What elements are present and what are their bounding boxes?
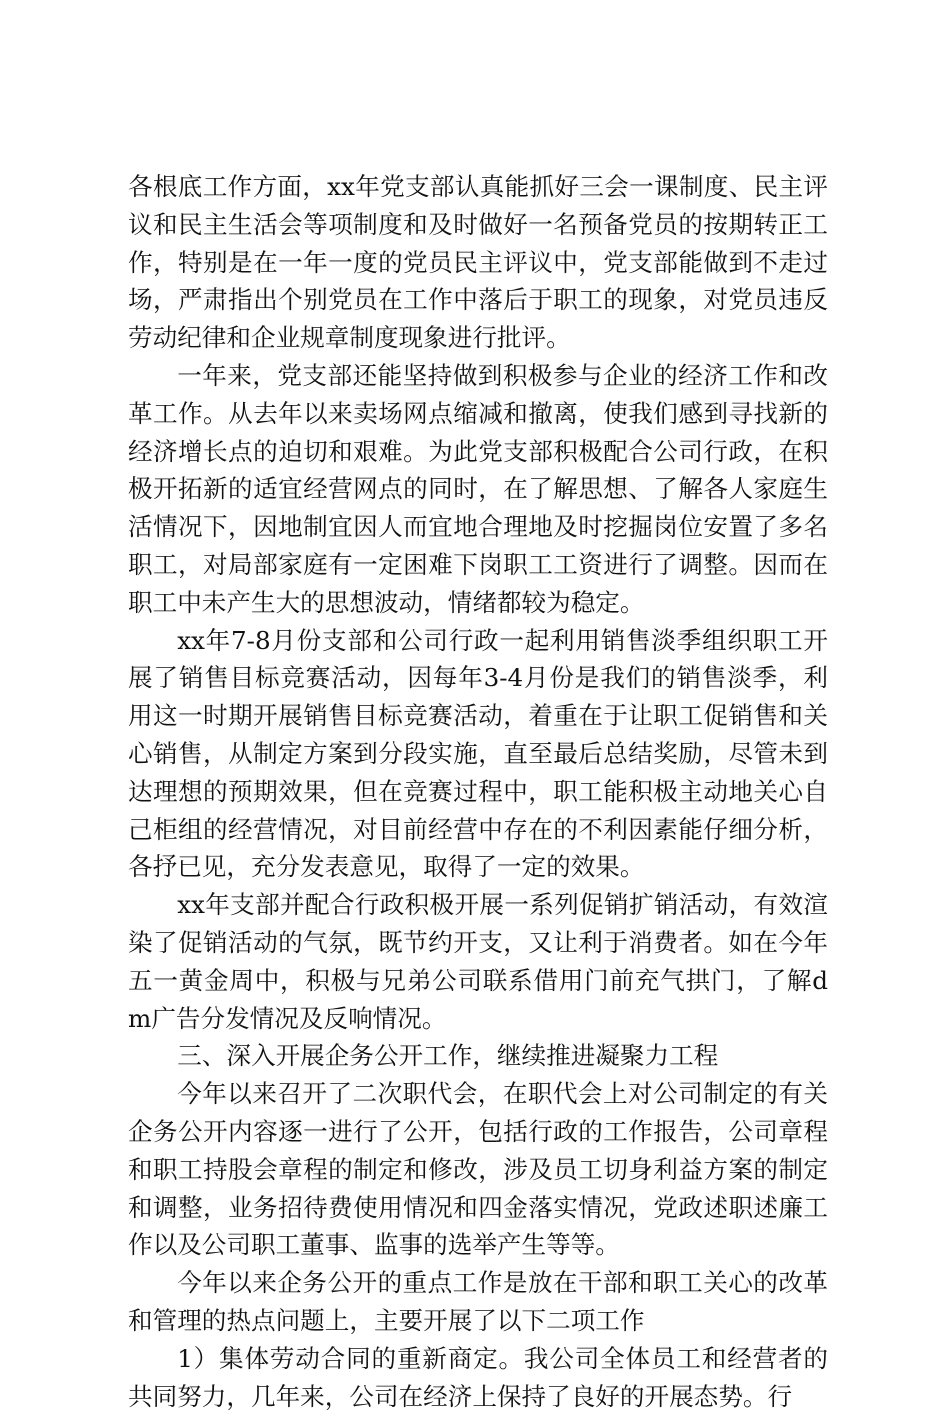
paragraph-promotion-activities: xx年支部并配合行政积极开展一系列促销扩销活动，有效渲染了促销活动的气氛，既节约开支，又让利于消费者。如在今年五一黄金周中，积极与兄弟公司联系借用门前充气拱门，了解dm广告分发情况及反响情况。: [128, 890, 828, 1033]
document-page: [128, 168, 828, 1415]
paragraph-economic-reform: 一年来，党支部还能坚持做到积极参与企业的经济工作和改革工作。从去年以来卖场网点缩减和撤离，使我们感到寻找新的经济增长点的迫切和艰难。为此党支部积极配合公司行政，在积极开拓新的适宜经营网点的同时，在了解思想、了解各人家庭生活情况下，因地制宜因人而宜地合理地及时挖掘岗位安置了多名职工，对局部家庭有一定困难下岗职工工资进行了调整。因而在职工中未产生大的思想波动，情绪都较为稳定。: [128, 360, 828, 617]
paragraph-party-work-basics: 各根底工作方面，xx年党支部认真能抓好三会一课制度、民主评议和民主生活会等项制度和及时做好一名预备党员的按期转正工作，特别是在一年一度的党员民主评议中，党支部能做到不走过场，严肃指出个别党员在工作中落后于职工的现象，对党员违反劳动纪律和企业规章制度现象进行批评。: [128, 172, 828, 353]
paragraph-sales-competition: xx年7-8月份支部和公司行政一起利用销售淡季组织职工开展了销售目标竞赛活动，因每年3-4月份是我们的销售淡季，利用这一时期开展销售目标竞赛活动，着重在于让职工促销售和关心销售，从制定方案到分段实施，直至最后总结奖励，尽管未到达理想的预期效果，但在竞赛过程中，职工能积极主动地关心自己柜组的经营情况，对目前经营中存在的不利因素能仔细分析，各抒已见，充分发表意见，取得了一定的效果。: [128, 625, 828, 882]
paragraph-labor-contract: 1）集体劳动合同的重新商定。我公司全体员工和经营者的共同努力，几年来，公司在经济上保持了良好的开展态势。行: [128, 1343, 828, 1411]
paragraph-disclosure-focus: 今年以来企务公开的重点工作是放在干部和职工关心的改革和管理的热点问题上，主要开展了以下二项工作: [128, 1268, 828, 1335]
paragraph-workers-congress: 今年以来召开了二次职代会，在职代会上对公司制定的有关企务公开内容逐一进行了公开，包括行政的工作报告，公司章程和职工持股会章程的制定和修改，涉及员工切身利益方案的制定和调整，业务招待费使用情况和四金落实情况，党政述职述廉工作以及公司职工董事、监事的选举产生等等。: [128, 1079, 828, 1260]
section-heading-enterprise-disclosure: 三、深入开展企务公开工作，继续推进凝聚力工程: [177, 1041, 719, 1071]
